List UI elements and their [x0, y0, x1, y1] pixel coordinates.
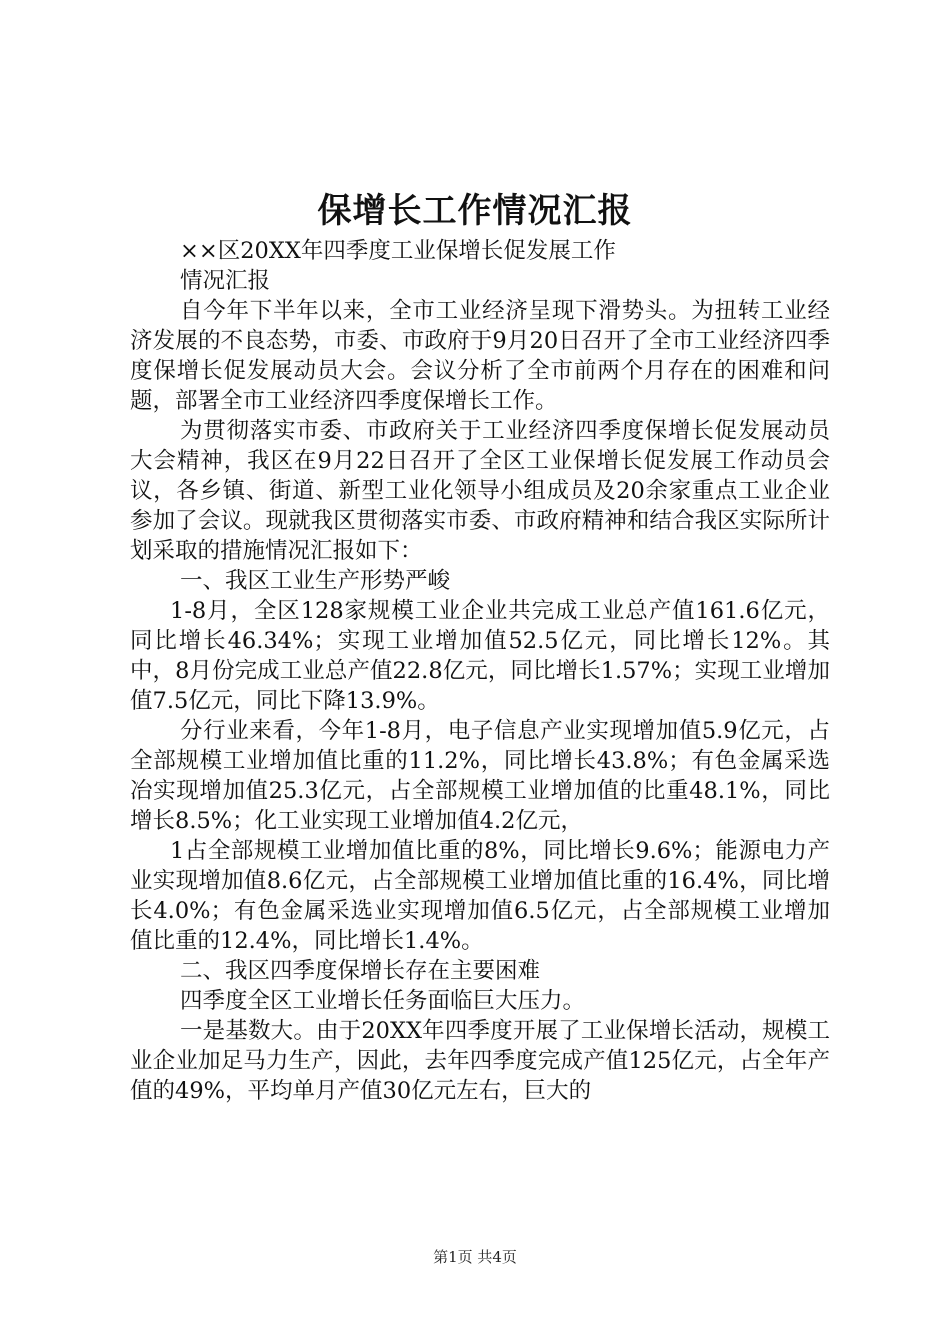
document-title: 保增长工作情况汇报: [317, 191, 633, 231]
paragraph-industry-breakdown: 分行业来看，今年1-8月，电子信息产业实现增加值5.9亿元，占全部规模工业增加值比重的11.2%，同比增长43.8%；有色金属采选冶实现增加值25.3亿元，占全部规模工业增加值的比重48.1%，同比增长8.5%；化工业实现工业增加值4.2亿元，: [130, 718, 830, 834]
paragraph-implementation: 为贯彻落实市委、市政府关于工业经济四季度保增长促发展动员大会精神，我区在9月22日召开了全区工业保增长促发展工作动员会议，各乡镇、街道、新型工业化领导小组成员及20余家重点工业企业参加了会议。现就我区贯彻落实市委、市政府精神和结合我区实际所计划采取的措施情况汇报如下：: [130, 418, 830, 564]
paragraph-production-stats: 1-8月，全区128家规模工业企业共完成工业总产值161.6亿元，同比增长46.34%；实现工业增加值52.5亿元，同比增长12%。其中，8月份完成工业总产值22.8亿元，同比增长1.57%；实现工业增加值7.5亿元，同比下降13.9%。: [130, 598, 830, 714]
paragraph-pressure: 四季度全区工业增长任务面临巨大压力。: [180, 988, 586, 1014]
paragraph-intro: 自今年下半年以来，全市工业经济呈现下滑势头。为扭转工业经济发展的不良态势，市委、市政府于9月20日召开了全市工业经济四季度保增长促发展动员大会。会议分析了全市前两个月存在的困难和问题，部署全市工业经济四季度保增长工作。: [130, 298, 830, 414]
paragraph-industry-breakdown-cont: 1占全部规模工业增加值比重的8%，同比增长9.6%；能源电力产业实现增加值8.6亿元，占全部规模工业增加值比重的16.4%，同比增长4.0%；有色金属采选业实现增加值6.5亿元，占全部规模工业增加值比重的12.4%，同比增长1.4%。: [130, 838, 830, 954]
section-heading-1: 一、我区工业生产形势严峻: [180, 568, 451, 594]
subtitle-line-2: 情况汇报: [180, 268, 271, 294]
page-footer: 第1页 共4页: [433, 1248, 517, 1266]
section-heading-2: 二、我区四季度保增长存在主要困难: [180, 958, 541, 984]
paragraph-base-large: 一是基数大。由于20XX年四季度开展了工业保增长活动，规模工业企业加足马力生产，因此，去年四季度完成产值125亿元，占全年产值的49%，平均单月产值30亿元左右，巨大的: [130, 1018, 830, 1104]
document-body: [130, 236, 830, 1106]
subtitle-line-1: ××区20XX年四季度工业保增长促发展工作: [180, 238, 616, 264]
